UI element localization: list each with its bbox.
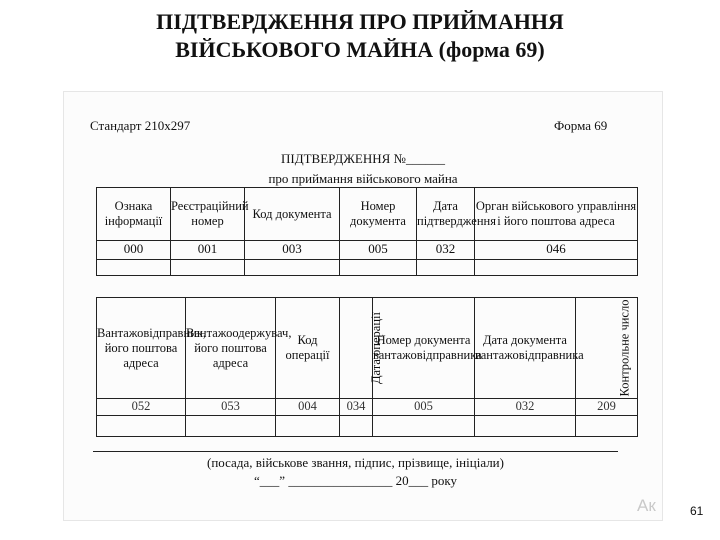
form-69-document: [63, 91, 663, 521]
date-line: “___” ________________ 20___ року: [254, 473, 457, 488]
blank-cell: [340, 416, 373, 437]
blank-cell: [97, 260, 171, 276]
col-header-operation-code: Код операції: [276, 298, 340, 399]
blank-cell: [340, 260, 417, 276]
code-cell: 001: [171, 241, 245, 260]
col-header-operation-date: [340, 298, 383, 399]
code-cell: 004: [276, 399, 340, 416]
header-table: [96, 187, 638, 276]
detail-table-codes: [97, 399, 638, 416]
code-cell: 046: [475, 241, 638, 260]
blank-cell: [97, 416, 186, 437]
col-header-control-number: [576, 298, 638, 399]
code-cell: 000: [97, 241, 171, 260]
page-number: 61: [690, 504, 704, 518]
code-cell: 003: [245, 241, 340, 260]
col-header-sender-doc-date: Дата документа вантажовідправника: [475, 298, 576, 399]
code-cell: 209: [576, 399, 638, 416]
code-cell: 005: [373, 399, 475, 416]
header-table-codes: [97, 241, 638, 260]
blank-cell: [171, 260, 245, 276]
blank-cell: [245, 260, 340, 276]
code-cell: 032: [475, 399, 576, 416]
col-header-receiver: Вантажоодержувач, його поштова адреса: [186, 298, 276, 399]
blank-cell: [475, 260, 638, 276]
document-subtitle: про приймання військового майна: [268, 171, 458, 186]
signature-line: [93, 451, 618, 452]
code-cell: 052: [97, 399, 186, 416]
blank-cell: [373, 416, 475, 437]
watermark-text: Ак: [637, 496, 656, 515]
detail-table: [96, 297, 638, 437]
slide-title-line-2: ВІЙСЬКОВОГО МАЙНА (форма 69): [175, 37, 545, 62]
col-header-registration-number: Реєстраційний номер: [171, 188, 245, 241]
control-number-label: Контрольне число: [617, 299, 632, 396]
detail-table-headers: [97, 298, 638, 399]
blank-cell: [475, 416, 576, 437]
blank-cell: [276, 416, 340, 437]
col-header-document-number: Номер документа: [340, 188, 417, 241]
blank-cell: [186, 416, 276, 437]
col-header-sender-doc-number: Номер документа вантажовідправника: [373, 298, 475, 399]
col-header-authority-address: Орган військового управління і його поштова адреса: [475, 188, 638, 241]
blank-cell: [417, 260, 475, 276]
detail-table-blank-row: [97, 416, 638, 437]
document-title: ПІДТВЕРДЖЕННЯ №______: [281, 151, 445, 166]
standard-label: Стандарт 210х297: [90, 118, 191, 133]
header-table-headers: [97, 188, 638, 241]
signature-caption: (посада, військове звання, підпис, прізвище, ініціали): [207, 455, 504, 470]
blank-cell: [576, 416, 638, 437]
header-table-blank-row: [97, 260, 638, 276]
code-cell: 005: [340, 241, 417, 260]
col-header-sender: Вантажовідправник, його поштова адреса: [97, 298, 186, 399]
col-header-info-sign: Ознака інформації: [97, 188, 171, 241]
col-header-document-code: Код документа: [245, 188, 340, 241]
operation-date-label: Дата операції: [368, 311, 383, 384]
form-number-label: Форма 69: [554, 118, 608, 133]
col-header-confirmation-date: Дата підтвердження: [417, 188, 475, 241]
slide-title: [0, 8, 720, 64]
code-cell: 032: [417, 241, 475, 260]
code-cell: 034: [340, 399, 373, 416]
slide-title-line-1: ПІДТВЕРДЖЕННЯ ПРО ПРИЙМАННЯ: [156, 9, 564, 34]
code-cell: 053: [186, 399, 276, 416]
